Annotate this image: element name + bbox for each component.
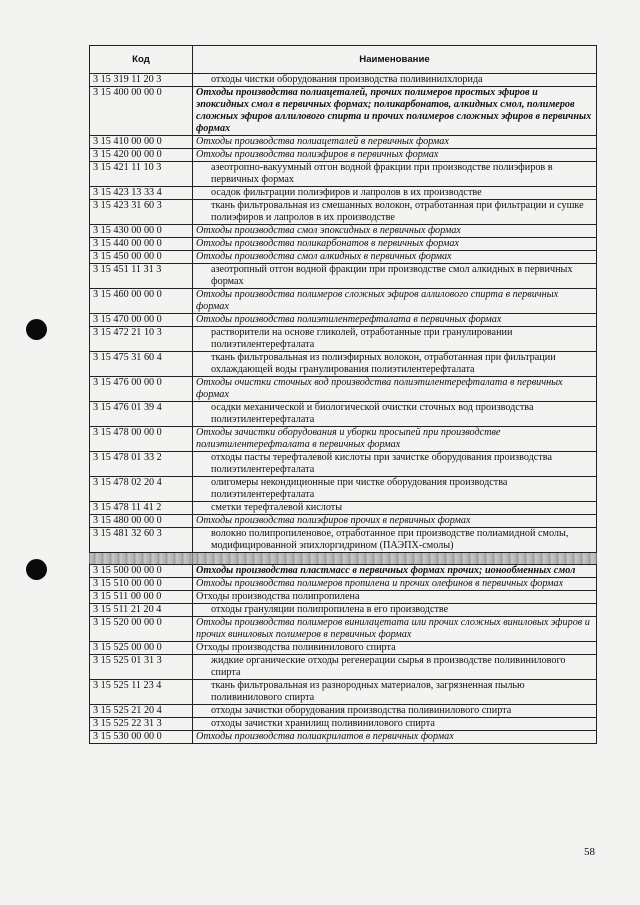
code-cell: 3 15 520 00 00 0 [90,617,193,642]
name-cell: Отходы производства полиацеталей в первичных формах [193,136,597,149]
code-cell: 3 15 472 21 10 3 [90,327,193,352]
code-cell: 3 15 525 21 20 4 [90,705,193,718]
code-cell: 3 15 525 01 31 3 [90,655,193,680]
code-cell: 3 15 478 02 20 4 [90,477,193,502]
table-row [90,565,597,578]
code-cell: 3 15 430 00 00 0 [90,225,193,238]
table-row [90,680,597,705]
table-row [90,578,597,591]
code-cell: 3 15 525 00 00 0 [90,642,193,655]
table-row [90,352,597,377]
name-cell: Отходы производства полиакрилатов в первичных формах [193,731,597,744]
name-cell: отходы чистки оборудования производства поливинилхлорида [193,74,597,87]
code-cell: 3 15 525 11 23 4 [90,680,193,705]
scan-gray-band [90,553,597,565]
name-cell: осадок фильтрации полиэфиров и лапролов в их производстве [193,187,597,200]
code-cell: 3 15 423 31 60 3 [90,200,193,225]
table-row [90,731,597,744]
name-cell: Отходы производства поливинилового спирта [193,642,597,655]
name-cell: ткань фильтровальная из разнородных материалов, загрязненная пылью поливинилового спирта [193,680,597,705]
name-cell: отходы зачистки хранилищ поливинилового спирта [193,718,597,731]
code-cell: 3 15 476 01 39 4 [90,402,193,427]
table-row [90,515,597,528]
name-cell: отходы грануляции полипропилена в его производстве [193,604,597,617]
code-cell: 3 15 478 01 33 2 [90,452,193,477]
table-row [90,225,597,238]
page-number: 58 [584,846,595,858]
name-cell: Отходы производства полиэфиров в первичных формах [193,149,597,162]
table-body [90,74,597,744]
name-cell: Отходы зачистки оборудования и уборки просыпей при производстве полиэтилентерефталата в первичных формах [193,427,597,452]
name-cell: олигомеры некондиционные при чистке оборудования производства полиэтилентерефталата [193,477,597,502]
table-row [90,718,597,731]
table-row [90,402,597,427]
code-cell: 3 15 440 00 00 0 [90,238,193,251]
name-cell: Отходы производства полиэфиров прочих в первичных формах [193,515,597,528]
code-cell: 3 15 319 11 20 3 [90,74,193,87]
name-cell: ткань фильтровальная из полиэфирных волокон, отработанная при фильтрации охлаждающей воды гранулирования полиэтилентерефталата [193,352,597,377]
code-cell: 3 15 476 00 00 0 [90,377,193,402]
code-cell: 3 15 525 22 31 3 [90,718,193,731]
name-cell: Отходы производства пластмасс в первичных формах прочих; ионообменных смол [193,565,597,578]
code-cell: 3 15 470 00 00 0 [90,314,193,327]
name-cell: Отходы производства полиацеталей, прочих полимеров простых эфиров и эпоксидных смол в первичных формах; поликарбонатов, алкидных смол, полимеров сложных эфиров аллилового спирта и прочих полимеров сложных эфиров в первичных формах [193,87,597,136]
code-cell: 3 15 423 13 33 4 [90,187,193,200]
name-cell: Отходы производства полимеров винилацетата или прочих сложных виниловых эфиров и прочих виниловых полимеров в первичных формах [193,617,597,642]
code-cell: 3 15 511 21 20 4 [90,604,193,617]
table-row [90,377,597,402]
name-cell: волокно полипропиленовое, отработанное при производстве полиамидной смолы, модифицированной эпихлоргидрином (ПАЭПХ-смолы) [193,528,597,553]
table-row [90,655,597,680]
name-cell [193,553,597,565]
code-cell: 3 15 451 11 31 3 [90,264,193,289]
code-cell: 3 15 510 00 00 0 [90,578,193,591]
table-row [90,617,597,642]
name-cell: Отходы производства смол алкидных в первичных формах [193,251,597,264]
name-cell: Отходы производства полимеров пропилена и прочих олефинов в первичных формах [193,578,597,591]
code-cell: 3 15 460 00 00 0 [90,289,193,314]
name-cell: азеотропно-вакуумный отгон водной фракции при производстве полиэфиров в первичных формах [193,162,597,187]
table-row [90,149,597,162]
waste-code-table [89,45,597,744]
code-cell: 3 15 475 31 60 4 [90,352,193,377]
table-row [90,136,597,149]
table-row [90,200,597,225]
table-row [90,477,597,502]
table-row [90,327,597,352]
name-cell: Отходы производства смол эпоксидных в первичных формах [193,225,597,238]
table-row [90,591,597,604]
table-row [90,238,597,251]
name-cell: ткань фильтровальная из смешанных волокон, отработанная при фильтрации и сушке полиэфиров и лапролов в их производстве [193,200,597,225]
table-row [90,264,597,289]
code-cell: 3 15 511 00 00 0 [90,591,193,604]
name-cell: растворители на основе гликолей, отработанные при гранулировании полиэтилентерефталата [193,327,597,352]
code-cell: 3 15 478 11 41 2 [90,502,193,515]
punch-hole-top [26,319,47,340]
table-row [90,314,597,327]
table-row [90,87,597,136]
table-row [90,604,597,617]
table-row [90,502,597,515]
code-cell: 3 15 420 00 00 0 [90,149,193,162]
code-cell: 3 15 421 11 10 3 [90,162,193,187]
name-cell: отходы зачистки оборудования производства поливинилового спирта [193,705,597,718]
name-cell: Отходы производства поликарбонатов в первичных формах [193,238,597,251]
name-cell: отходы пасты терефталевой кислоты при зачистке оборудования производства полиэтилентерефталата [193,452,597,477]
table-row [90,251,597,264]
table-header-row [90,46,597,74]
name-cell: жидкие органические отходы регенерации сырья в производстве поливинилового спирта [193,655,597,680]
name-cell: Отходы производства полимеров сложных эфиров аллилового спирта в первичных формах [193,289,597,314]
table-row [90,187,597,200]
code-cell [90,553,193,565]
table-row [90,452,597,477]
table-row [90,427,597,452]
name-cell: Отходы производства полиэтилентерефталата в первичных формах [193,314,597,327]
code-cell: 3 15 410 00 00 0 [90,136,193,149]
header-name: Наименование [193,46,597,74]
table-row [90,642,597,655]
header-code: Код [90,46,193,74]
table-row [90,528,597,553]
table-row [90,74,597,87]
name-cell: азеотропный отгон водной фракции при производстве смол алкидных в первичных формах [193,264,597,289]
code-cell: 3 15 478 00 00 0 [90,427,193,452]
punch-hole-bottom [26,559,47,580]
code-cell: 3 15 450 00 00 0 [90,251,193,264]
table-row [90,289,597,314]
name-cell: осадки механической и биологической очистки сточных вод производства полиэтилентерефталата [193,402,597,427]
code-cell: 3 15 400 00 00 0 [90,87,193,136]
code-cell: 3 15 500 00 00 0 [90,565,193,578]
name-cell: Отходы очистки сточных вод производства полиэтилентерефталата в первичных формах [193,377,597,402]
name-cell: Отходы производства полипропилена [193,591,597,604]
code-cell: 3 15 480 00 00 0 [90,515,193,528]
code-cell: 3 15 481 32 60 3 [90,528,193,553]
name-cell: сметки терефталевой кислоты [193,502,597,515]
table-row [90,705,597,718]
table-row [90,162,597,187]
code-cell: 3 15 530 00 00 0 [90,731,193,744]
